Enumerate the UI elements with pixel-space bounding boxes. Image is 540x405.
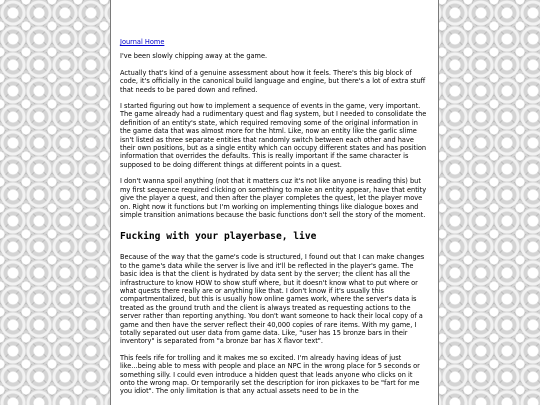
paragraph-sequence: I started figuring out how to implement a sequence of events in the game, very important. The game already had a rudimentary quest and flag system, but I needed to consolidate the definition of an entity's state, which required removing some of the original information in the game data that was almost more for the html. Like, now an entity like the garlic slime isn't listed as three separate entities that randomly switch between each other and have their own positions, but as a single entity which can occupy different states and has position information that overrides the defaults. This is really important if the same character is supposed to be doing different things at different points in a quest.	[120, 102, 427, 169]
journal-page	[110, 0, 439, 405]
paragraph-assessment: Actually that's kind of a genuine assessment about how it feels. There's this big block of code, it's officially in the canonical build language and engine, but there's a lot of extra stuff that needs to be pared down and refined.	[120, 68, 426, 94]
paragraph-live-data: Because of the way that the game's code is structured, I found out that I can make changes to the game's data while the server is live and it'll be reflected in the player's game. The basic idea is that the client is hydrated by data sent by the server; the client has all the infrastructure to know HOW to show stuff where, but it doesn't know what to put where or what quests there really are or anything like that. I don't know if it's usually this compartmentalized, but this is usually how online games work, where the server's data is treated as the ground truth and the client is always treated as requesting actions to the server rather than reporting anything. You don't want someone to hack their local copy of a game and then have the server reflect their 40,000 copies of rare items. With my game, I totally separated out user data from game data. Like, "user has 15 bronze bars in their inventory" is separated from "a bronze bar has X flavor text".	[120, 253, 425, 346]
paragraph-trolling: This feels rife for trolling and it makes me so excited. I'm already having ideas of just like...being able to mess with people and place an NPC in the wrong place for 5 seconds or something silly. I could even introduce a hidden quest that leads anyone who clicks on it onto the wrong map. Or temporarily set the description for iron pickaxes to be "fart for me you idiot". The only limitation is that any actual assets need to be in the	[120, 353, 420, 396]
paragraph-intro: I've been slowly chipping away at the game.	[120, 52, 268, 61]
journal-home-link[interactable]: Journal Home	[120, 38, 165, 46]
section-heading: Fucking with your playerbase, live	[120, 231, 317, 243]
paragraph-spoiler: I don't wanna spoil anything (not that it matters cuz it's not like anyone is reading this) but my first sequence required clicking on something to make an entity appear, have that entity give the player a quest, and then after the player completes the quest, let the player move on. Right now it functions but I'm working on implementing things like dialogue boxes and simple transition animations because the basic functions don't sell the story of the moment.	[120, 177, 427, 219]
